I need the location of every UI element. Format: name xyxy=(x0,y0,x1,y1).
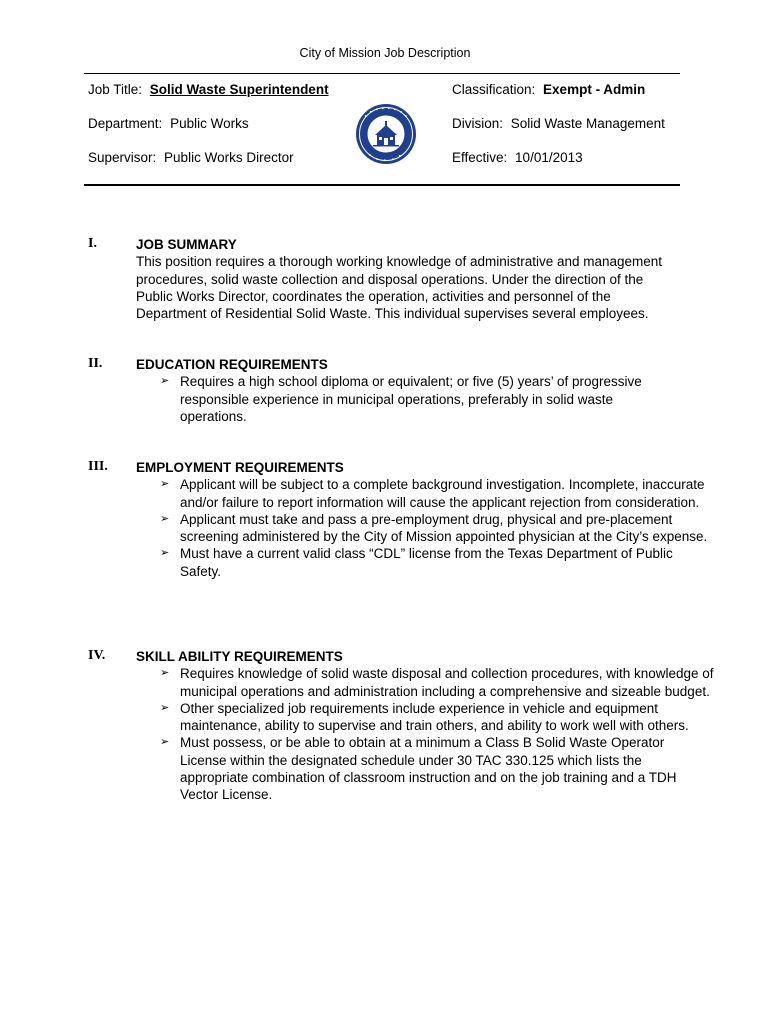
supervisor-field xyxy=(88,150,294,165)
list-item xyxy=(136,700,710,735)
list-item-text: Requires knowledge of solid waste disposal and collection procedures, with knowledge of municipal operations and administration including a comprehensive and sizeable budget. xyxy=(180,666,714,699)
job-title-label: Job Title: xyxy=(88,82,143,97)
section-education-requirements xyxy=(88,356,688,425)
list-item-text: Requires a high school diploma or equivalent; or five (5) years’ of progressive responsible experience in municipal operations, preferably in solid waste operations. xyxy=(180,374,642,424)
section-title: EMPLOYMENT REQUIREMENTS xyxy=(136,460,344,475)
classification-label: Classification: xyxy=(452,82,536,97)
job-title-value: Solid Waste Superintendent xyxy=(149,82,329,97)
arrow-bullet-icon: ➢ xyxy=(160,375,170,388)
section-title: JOB SUMMARY xyxy=(136,237,237,252)
department-label: Department: xyxy=(88,116,163,131)
arrow-bullet-icon: ➢ xyxy=(160,701,170,714)
section-employment-requirements xyxy=(88,459,708,580)
department-field xyxy=(88,116,249,131)
list-item-text: Must possess, or be able to obtain at a minimum a Class B Solid Waste Operator License within the designated schedule under 30 TAC 330.125 which lists the appropriate combination of classroom instruction and on the job training and a TDH Vector License. xyxy=(180,735,677,803)
list-item xyxy=(136,734,710,803)
section-title: EDUCATION REQUIREMENTS xyxy=(136,357,328,372)
section-text: This position requires a thorough working knowledge of administrative and management procedures, solid waste collection and disposal operations. Under the direction of the Public Works Director, coordinates the operation, activities and personnel of the Department of Residential Solid Waste. This individual supervises several employees. xyxy=(136,254,663,322)
supervisor-value: Public Works Director xyxy=(164,150,294,165)
section-skill-ability-requirements xyxy=(88,648,714,804)
arrow-bullet-icon: ➢ xyxy=(160,736,170,749)
arrow-bullet-icon: ➢ xyxy=(160,667,170,680)
list-item xyxy=(136,665,725,700)
effective-value: 10/01/2013 xyxy=(515,150,583,165)
list-item-text: Must have a current valid class “CDL” license from the Texas Department of Public Safety. xyxy=(180,546,673,579)
list-item xyxy=(136,511,715,546)
section-job-summary xyxy=(88,236,688,322)
job-title-field xyxy=(88,82,329,97)
arrow-bullet-icon: ➢ xyxy=(160,547,170,560)
list-item xyxy=(136,373,660,425)
list-item-text: Applicant must take and pass a pre-employment drug, physical and pre-placement screening administered by the City of Mission appointed physician at the City’s expense. xyxy=(180,511,708,545)
arrow-bullet-icon: ➢ xyxy=(160,512,170,525)
list-item xyxy=(136,545,700,580)
effective-label: Effective: xyxy=(452,150,508,165)
division-value: Solid Waste Management xyxy=(510,116,665,131)
list-item-text: Other specialized job requirements include experience in vehicle and equipment maintenance, ability to supervise and train others, and ability to work well with others. xyxy=(180,700,689,734)
header-rule-bottom xyxy=(84,184,680,186)
section-numeral: IV. xyxy=(88,648,106,663)
supervisor-label: Supervisor: xyxy=(88,150,157,165)
section-title: SKILL ABILITY REQUIREMENTS xyxy=(136,649,343,664)
header-rule-top xyxy=(84,73,680,74)
classification-value: Exempt - Admin xyxy=(543,82,646,97)
section-numeral: II. xyxy=(88,356,103,371)
division-label: Division: xyxy=(452,116,504,131)
list-item-text: Applicant will be subject to a complete background investigation. Incomplete, inaccurate and/or failure to report information will cause the applicant rejection from consideration. xyxy=(180,477,705,510)
arrow-bullet-icon: ➢ xyxy=(160,478,170,491)
section-numeral: I. xyxy=(88,236,97,251)
city-seal-icon xyxy=(355,103,417,165)
section-numeral: III. xyxy=(88,459,108,474)
division-field xyxy=(452,116,665,131)
classification-field xyxy=(452,82,645,97)
document-title: City of Mission Job Description xyxy=(299,46,471,60)
list-item xyxy=(136,476,712,511)
department-value: Public Works xyxy=(170,116,249,131)
effective-field xyxy=(452,150,583,165)
